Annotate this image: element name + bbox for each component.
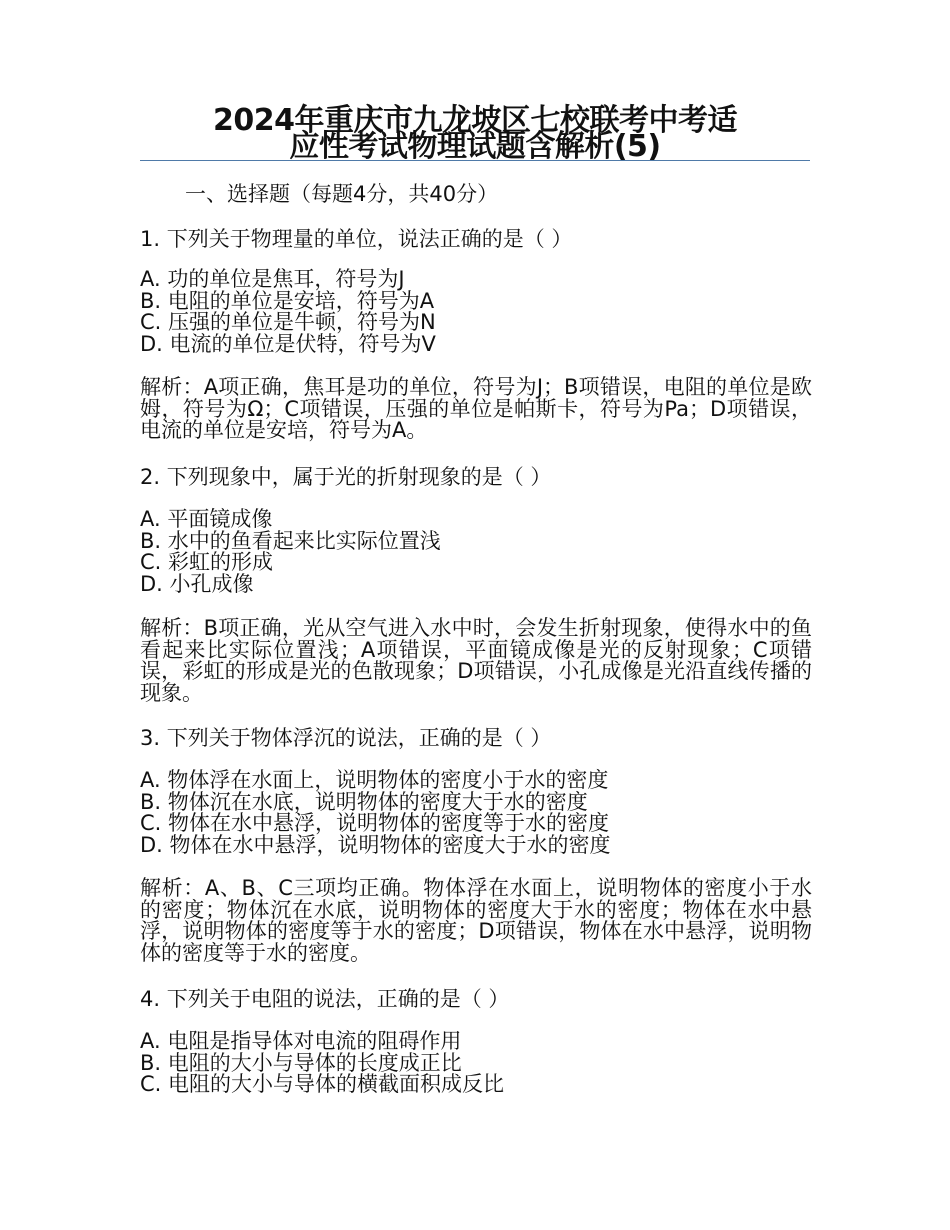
question-2-stem: 2. 下列现象中，属于光的折射现象的是（ ）	[140, 465, 552, 489]
document-title	[140, 103, 810, 164]
question-1-option-d: D. 电流的单位是伏特，符号为V	[140, 331, 436, 356]
question-3-analysis: 解析：A、B、C三项均正确。物体浮在水面上，说明物体的密度小于水的密度；物体沉在水底，说明物体的密度大于水的密度；物体在水中悬浮，说明物体的密度等于水的密度；D项错误，物体在水中悬浮，说明物体的密度等于水的密度。	[140, 876, 812, 965]
question-4-options	[140, 1031, 812, 1096]
question-2-analysis: 解析：B项正确，光从空气进入水中时，会发生折射现象，使得水中的鱼看起来比实际位置浅；A项错误，平面镜成像是光的反射现象；C项错误，彩虹的形成是光的色散现象；D项错误，小孔成像是光沿直线传播的现象。	[140, 616, 812, 705]
question-1-option-b: B. 电阻的单位是安培，符号为A	[140, 288, 435, 313]
question-1-option-a: A. 功的单位是焦耳，符号为J	[140, 267, 405, 291]
title-line-1: 2024年重庆市九龙坡区七校联考中考适	[213, 103, 737, 138]
question-3-option-a: A. 物体浮在水面上，说明物体的密度小于水的密度	[140, 768, 609, 792]
question-3-stem: 3. 下列关于物体浮沉的说法，正确的是（ ）	[140, 726, 552, 750]
question-2-option-b: B. 水中的鱼看起来比实际位置浅	[140, 528, 441, 553]
question-2-option-d: D. 小孔成像	[140, 571, 254, 596]
question-1-analysis: 解析：A项正确，焦耳是功的单位，符号为J；B项错误，电阻的单位是欧姆，符号为Ω；C项错误，压强的单位是帕斯卡，符号为Pa；D项错误，电流的单位是安培，符号为A。	[140, 375, 812, 442]
question-4-option-b: B. 电阻的大小与导体的长度成正比	[140, 1050, 462, 1075]
question-3-options	[140, 770, 812, 856]
question-4-option-a: A. 电阻是指导体对电流的阻碍作用	[140, 1029, 462, 1053]
question-3-option-c: C. 物体在水中悬浮，说明物体的密度等于水的密度	[140, 811, 610, 835]
question-3-option-d: D. 物体在水中悬浮，说明物体的密度大于水的密度	[140, 832, 611, 857]
question-1-stem: 1. 下列关于物理量的单位，说法正确的是（ ）	[140, 227, 573, 251]
question-1-options	[140, 269, 812, 355]
question-2-options	[140, 509, 812, 595]
question-1-option-c: C. 压强的单位是牛顿，符号为N	[140, 310, 436, 334]
question-4-stem: 4. 下列关于电阻的说法，正确的是（ ）	[140, 987, 510, 1011]
title-underline	[140, 160, 810, 161]
question-3-option-b: B. 物体沉在水底，说明物体的密度大于水的密度	[140, 789, 588, 814]
section-heading: 一、选择题（每题4分，共40分）	[185, 182, 499, 206]
question-4-option-c: C. 电阻的大小与导体的横截面积成反比	[140, 1072, 505, 1096]
title-line-2: 应性考试物理试题含解析(5)	[289, 129, 661, 164]
question-2-option-c: C. 彩虹的形成	[140, 550, 274, 574]
question-2-option-a: A. 平面镜成像	[140, 507, 273, 531]
